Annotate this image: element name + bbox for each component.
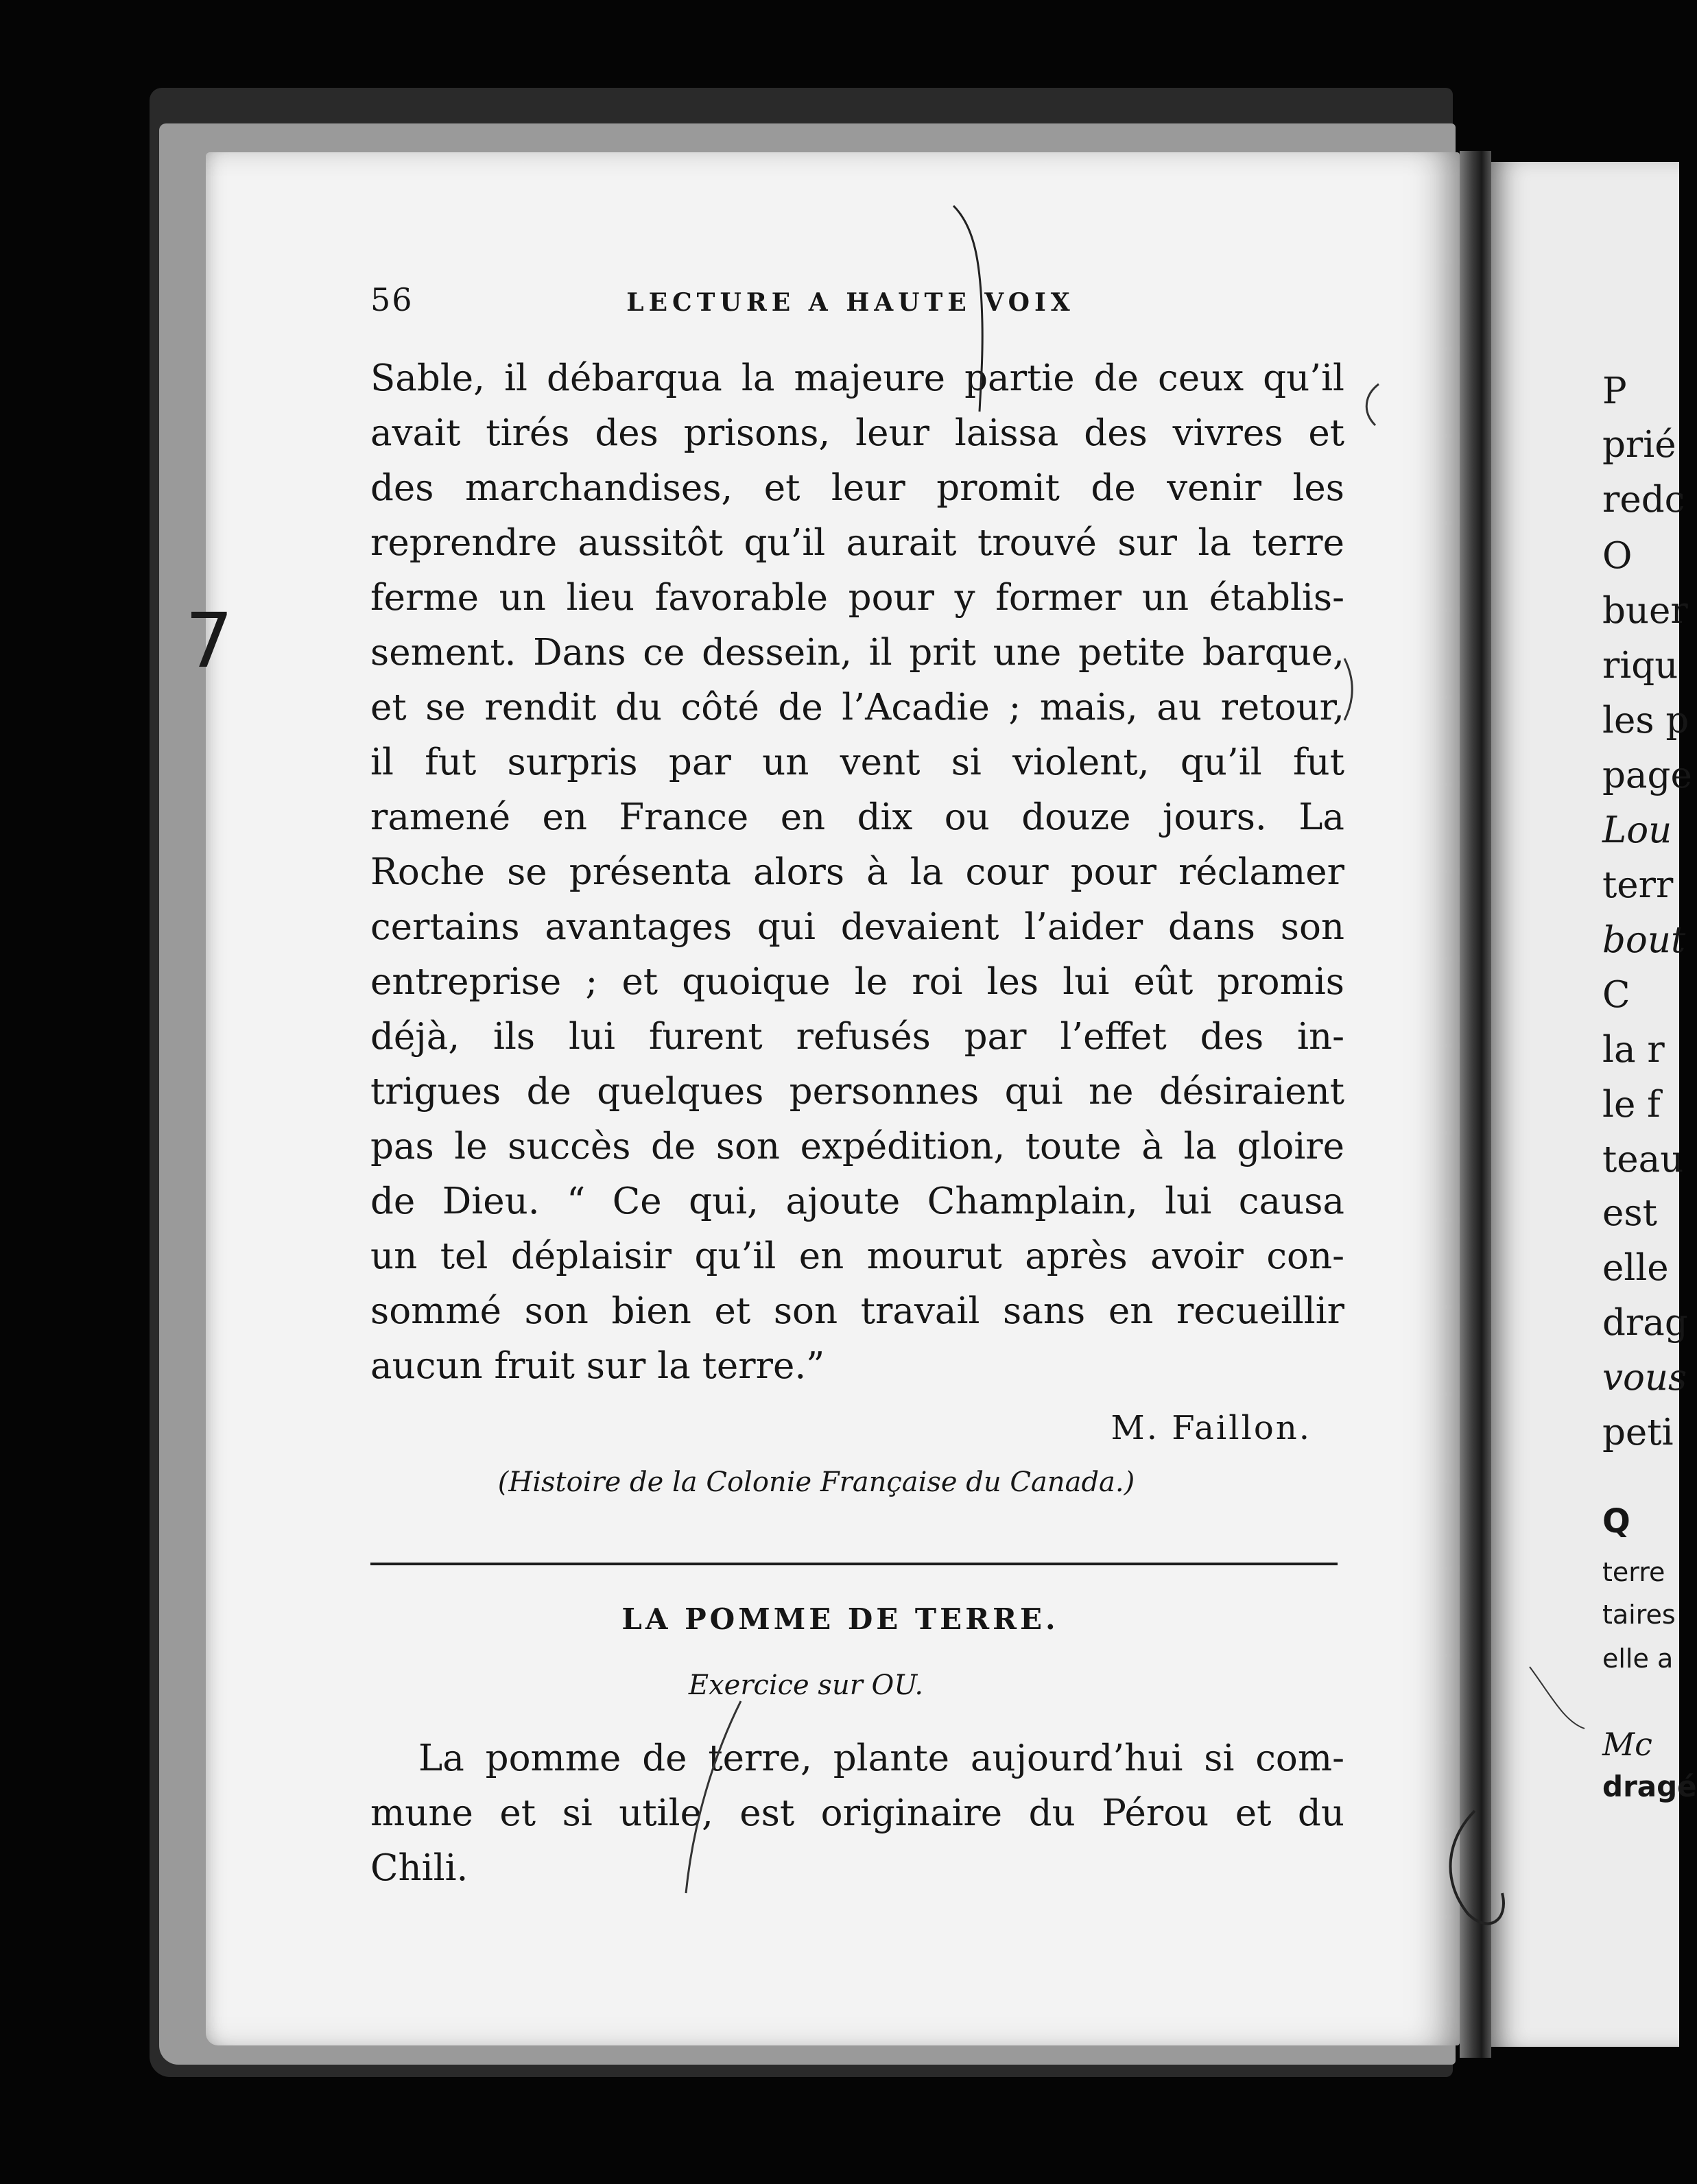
right-page-fragment: teau [1602,1139,1684,1180]
paragraph-2 [370,1731,1344,1896]
right-page-fragment: elle [1602,1247,1669,1289]
text-line: Sable, il débarqua la majeure partie de ceux qu’il [370,357,1344,399]
right-page-fragment: bout [1602,919,1686,961]
text-line: ferme un lieu favorable pour y former un établis- [370,577,1344,619]
text-line: il fut surpris par un vent si violent, qu’il fut [370,741,1344,783]
right-page-fragment: dragé [1602,1770,1697,1803]
right-page-fragment: taires [1602,1600,1676,1630]
text-line: La pomme de terre, plante aujourd’hui si com- [418,1737,1344,1779]
right-page-fragment: P [1602,370,1627,412]
right-page-fragment: prié [1602,424,1676,466]
text-line: certains avantages qui devaient l’aider dans son [370,906,1344,948]
text-line: sement. Dans ce dessein, il prit une petite barque, [370,632,1344,674]
right-page-fragment: le f [1602,1084,1661,1126]
right-page-fragment: buer [1602,590,1688,632]
right-page-fragment: redc [1602,479,1685,521]
text-line: et se rendit du côté de l’Acadie ; mais, au retour, [370,687,1344,728]
book-gutter [1460,151,1491,2058]
right-page-fragment: elle a [1602,1643,1674,1674]
right-page-fragment: C [1602,974,1630,1016]
right-page-fragment: terre [1602,1557,1665,1587]
text-line: des marchandises, et leur promit de venir les [370,467,1344,509]
page-number: 56 [370,281,414,318]
right-page-fragment: les p [1602,700,1689,741]
right-page-fragment: Q [1602,1502,1630,1541]
right-page-fragment: vous [1602,1357,1687,1399]
right-page-fragment: page [1602,755,1692,796]
right-page-fragment: drag [1602,1302,1688,1344]
section-subtitle: Exercice sur OU. [688,1670,924,1701]
text-line: un tel déplaisir qu’il en mourut après avoir con- [370,1235,1344,1277]
running-head-title: LECTURE A HAUTE VOIX [626,288,1075,317]
text-line: Chili. [370,1847,468,1889]
text-line: entreprise ; et quoique le roi les lui eût promis [370,961,1344,1003]
text-line: reprendre aussitôt qu’il aurait trouvé sur la terre [370,522,1344,564]
text-line: déjà, ils lui furent refusés par l’effet des in- [370,1016,1344,1058]
right-page-fragment: O [1602,535,1633,577]
right-page-fragment: riqu [1602,645,1678,687]
paragraph-1 [370,351,1344,1394]
right-page-fragment: Lou [1602,809,1672,851]
text-line: mune et si utile, est originaire du Pérou et du [370,1792,1344,1834]
margin-handwritten-mark: 7 [185,597,233,685]
source-citation: (Histoire de la Colonie Française du Canada.) [497,1467,1135,1498]
section-divider [370,1563,1338,1565]
text-line: trigues de quelques personnes qui ne désiraient [370,1071,1344,1113]
right-page-fragment: peti [1602,1412,1674,1453]
right-page-fragment: Mc [1602,1726,1652,1763]
right-page-fragment: la r [1602,1029,1665,1071]
right-page-fragment: est [1602,1192,1657,1234]
text-line: de Dieu. “ Ce qui, ajoute Champlain, lui causa [370,1180,1344,1222]
right-page-fragment: terr [1602,864,1674,906]
text-line: pas le succès de son expédition, toute à la gloire [370,1126,1344,1167]
text-line: Roche se présenta alors à la cour pour réclamer [370,851,1344,893]
left-page-text [370,281,1344,1896]
text-line: avait tirés des prisons, leur laissa des vivres et [370,412,1344,454]
text-line: sommé son bien et son travail sans en recueillir [370,1290,1344,1332]
text-line: ramené en France en dix ou douze jours. La [370,796,1344,838]
text-line: aucun fruit sur la terre.” [370,1345,825,1387]
author-signature: M. Faillon. [1111,1409,1312,1447]
running-head [370,281,1344,329]
section-title: LA POMME DE TERRE. [621,1602,1059,1636]
